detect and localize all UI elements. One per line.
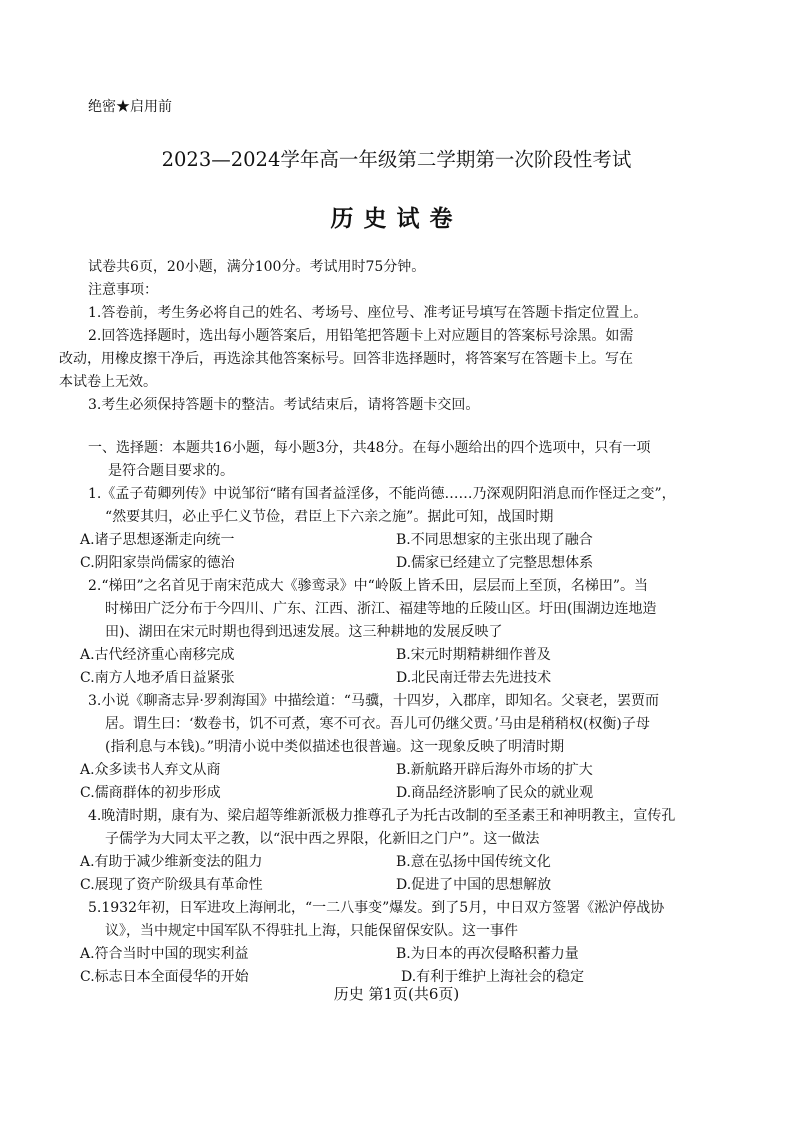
question-3-line-3: (指利息与本钱)。”明清小说中类似描述也很普遍。这一现象反映了明清时期 bbox=[105, 739, 565, 755]
question-4-option-b: B.意在弘扬中国传统文化 bbox=[396, 854, 551, 870]
question-1-option-b: B.不同思想家的主张出现了融合 bbox=[396, 532, 593, 548]
question-3-option-b: B.新航路开辟后海外市场的扩大 bbox=[396, 762, 593, 778]
question-2-line-2: 时梯田广泛分布于今四川、广东、江西、浙江、福建等地的丘陵山区。圩田(围湖边连地造 bbox=[105, 601, 657, 617]
question-3-line-2: 居。谓生曰：‘数卷书，饥不可煮，寒不可衣。吾儿可仍继父贾。’马由是稍稍权(权衡)子母 bbox=[105, 716, 650, 732]
question-4-option-d: D.促进了中国的思想解放 bbox=[396, 877, 552, 893]
note-2-line-3: 本试卷上无效。 bbox=[59, 374, 157, 390]
section-heading-cont: 是符合题目要求的。 bbox=[108, 463, 234, 479]
question-3-option-c: C.儒商群体的初步形成 bbox=[80, 785, 221, 801]
secret-mark: 绝密★启用前 bbox=[88, 99, 172, 115]
question-4-line-2: 子儒学为大同太平之教，以“泯中西之界限，化新旧之门户”。这一做法 bbox=[105, 831, 540, 847]
question-1-option-d: D.儒家已经建立了完整思想体系 bbox=[396, 555, 594, 571]
question-3-option-d: D.商品经济影响了民众的就业观 bbox=[396, 785, 594, 801]
question-1-line-2: “然要其归，必止乎仁义节俭，君臣上下六亲之施”。据此可知，战国时期 bbox=[105, 509, 554, 525]
question-5-option-d: D.有利于维护上海社会的稳定 bbox=[401, 969, 585, 985]
question-2-option-b: B.宋元时期精耕细作普及 bbox=[396, 647, 551, 663]
question-2-option-a: A.古代经济重心南移完成 bbox=[80, 647, 235, 663]
instructions-summary: 试卷共6页，20小题，满分100分。考试用时75分钟。 bbox=[88, 259, 426, 275]
question-5-line-2: 议》，当中规定中国军队不得驻扎上海，只能保留保安队。这一事件 bbox=[105, 923, 518, 939]
question-5-line-1: 5.1932年初，日军进攻上海闸北，“一二八事变”爆发。到了5月，中日双方签署《淞沪停战协 bbox=[88, 900, 665, 916]
section-heading: 一、选择题：本题共16小题，每小题3分，共48分。在每小题给出的四个选项中，只有一项 bbox=[88, 440, 651, 456]
question-2-option-d: D.北民南迁带去先进技术 bbox=[396, 670, 552, 686]
question-2-option-c: C.南方人地矛盾日益紧张 bbox=[80, 670, 235, 686]
note-3: 3.考生必须保持答题卡的整洁。考试结束后，请将答题卡交回。 bbox=[88, 397, 480, 413]
question-5-option-c: C.标志日本全面侵华的开始 bbox=[80, 969, 249, 985]
exam-title: 2023—2024学年高一年级第二学期第一次阶段性考试 bbox=[161, 148, 632, 171]
note-2-line-1: 2.回答选择题时，选出每小题答案后，用铅笔把答题卡上对应题目的答案标号涂黑。如需 bbox=[88, 328, 634, 344]
subject-title: 历史试卷 bbox=[330, 205, 463, 232]
question-4-option-a: A.有助于减少维新变法的阻力 bbox=[80, 854, 263, 870]
question-1-option-a: A.诸子思想逐渐走向统一 bbox=[80, 532, 235, 548]
page-footer: 历史 第1页(共6页) bbox=[333, 985, 460, 1003]
question-4-option-c: C.展现了资产阶级具有革命性 bbox=[80, 877, 263, 893]
question-2-line-3: 田)、湖田在宋元时期也得到迅速发展。这三种耕地的发展反映了 bbox=[105, 624, 503, 640]
question-5-option-b: B.为日本的再次侵略积蓄力量 bbox=[396, 946, 579, 962]
question-1-option-c: C.阴阳家崇尚儒家的德治 bbox=[80, 555, 235, 571]
question-2-line-1: 2.“梯田”之名首见于南宋范成大《骖鸾录》中“岭阪上皆禾田，层层而上至顶，名梯田”。当 bbox=[88, 578, 648, 594]
note-2-line-2: 改动，用橡皮擦干净后，再选涂其他答案标号。回答非选择题时，将答案写在答题卡上。写在 bbox=[59, 351, 633, 367]
question-5-option-a: A.符合当时中国的现实利益 bbox=[80, 946, 249, 962]
question-3-line-1: 3.小说《聊斋志异·罗刹海国》中描绘道：“马骥，十四岁，入郡庠，即知名。父衰老，罢贾而 bbox=[88, 693, 659, 709]
notes-label: 注意事项： bbox=[88, 282, 158, 298]
question-3-option-a: A.众多读书人弃文从商 bbox=[80, 762, 221, 778]
question-4-line-1: 4.晚清时期，康有为、梁启超等维新派极力推尊孔子为托古改制的至圣素王和神明教主，宣传孔 bbox=[88, 808, 676, 824]
note-1: 1.答卷前，考生务必将自己的姓名、考场号、座位号、准考证号填写在答题卡指定位置上。 bbox=[88, 305, 648, 321]
question-1-line-1: 1.《孟子荀卿列传》中说邹衍“睹有国者益淫侈，不能尚德……乃深观阴阳消息而作怪迂之变”， bbox=[88, 486, 676, 502]
